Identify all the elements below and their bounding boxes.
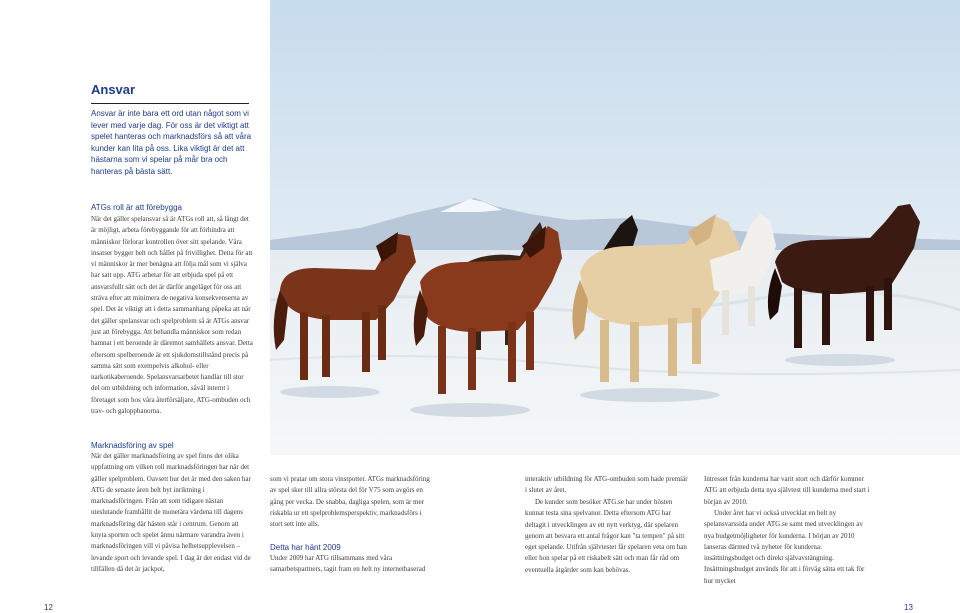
section-text-marknadsforing: När det gäller marknadsföring av spel finns det olika uppfattning om vilken roll marknadsföringen har när det gäller spelproblem. Oavsett hur det är med den saken har ATG de senaste åren helt byt inriktning i marknadsföringen. Från att som tidigare nästan uteslutande framhållit de monetära värdena till dagens marknadsföring där hästen står i centrum. Genom att knyta sporten och spelet ännu närmare varandra även i marknadsföringen vill vi påvisa helhetsupplevelsen – levande sport och levande spel. I dag är det endast vid de tillfällen då det är jackpot, bbox=[91, 452, 251, 573]
section-heading-marknadsforing: Marknadsföring av spel bbox=[91, 441, 174, 450]
page-number-left: 12 bbox=[44, 603, 53, 612]
column3-paragraph-2: De kunder som besöker ATG.se har under hösten kunnat testa sina spelvanor. Detta eftersom ATG har deltagit i utvecklingen av ett nytt verktyg, där spelaren genom att besvara ett antal frågor kan "ta tempen" på sitt eget spelande. Utifrån självtestet får spelaren veta om han eller hon spelar på ett riskabelt sätt och man får råd om eventuella åtgärder som kan behövas. bbox=[525, 498, 687, 574]
section-text-atg-roll: När det gäller spelansvar så är ATGs roll att, så långt det är möjligt, arbeta förebyggande för att förhindra att människor förlorar kontrollen över sitt spelande. Våra insatser bygger helt och hållet på frivillighet. Detta för att vi människor är mer benägna att följa mål som vi själva har satt upp. ATG arbetar för att erbjuda spel på ett ansvarsfullt sätt och det är därför angeläget för oss att sträva efter att minimera de negativa konsekvenserna av spel. Det är viktigt att i detta sammanhang påpeka att när det gäller spelansvar och spelproblem så är ATGs ansvar just att förebygga. Att behandla människor som redan hamnat i ett beroende är däremot samhällets ansvar. Detta eftersom spelberoende är ett sjukdomstillstånd precis på samma sätt som exempelvis alkohol- eller narkotikaberoende. Spelansvarsarbetet handlar till stor del om utbildning och information, såväl internt i företaget som hos våra återförsäljare, ATG-ombuden och trav- och galoppbanorna. bbox=[91, 215, 253, 416]
intro-paragraph: Ansvar är inte bara ett ord utan något som vi lever med varje dag. För oss är det viktigt att spelet hanteras och marknadsförs så att våra kunder kan lita på oss. Lika viktigt är det att hästarna som vi spelar på mår bra och hanteras på bästa sätt. bbox=[91, 109, 252, 176]
column2-text: som vi pratar om stora vinstpotter. ATGs marknadsföring av spel sker till allra största del för V75 som avgörs en gång per vecka. De snabba, dagliga spelen, som är mer riskabla ur ett spelproblemsperspektiv, marknadsförs i stort sett inte alls. bbox=[270, 475, 430, 529]
horses-photo bbox=[270, 0, 960, 455]
title-divider bbox=[91, 103, 249, 104]
section-heading-atg-roll: ATGs roll är att förebygga bbox=[91, 203, 182, 212]
section-heading-2009: Detta har hänt 2009 bbox=[270, 543, 341, 552]
page-number-right: 13 bbox=[904, 603, 913, 612]
section-text-2009: Under 2009 har ATG tillsammans med våra samarbetspartners, tagit fram en helt ny internetbaserad bbox=[270, 554, 426, 574]
page-title: Ansvar bbox=[91, 82, 136, 97]
column3-paragraph-1: interaktiv utbildning för ATG-ombuden som hade premiär i slutet av året. bbox=[525, 475, 688, 495]
column4-paragraph-1: Intresset från kunderna har varit stort och därför kommer ATG att erbjuda detta nya självtest till kunderna med start i början av 2010. bbox=[704, 475, 870, 506]
column4-paragraph-2: Under året har vi också utvecklat en helt ny spelansvarssida under ATG.se samt med utvecklingen av nya budgetmöjligheter för kunderna. I början av 2010 lanseras därmed två nyheter för kunderna: insättningsbudget och direkt självavstängning. Insättningsbudget används för att i förväg sätta ett tak för hur mycket bbox=[704, 509, 865, 585]
